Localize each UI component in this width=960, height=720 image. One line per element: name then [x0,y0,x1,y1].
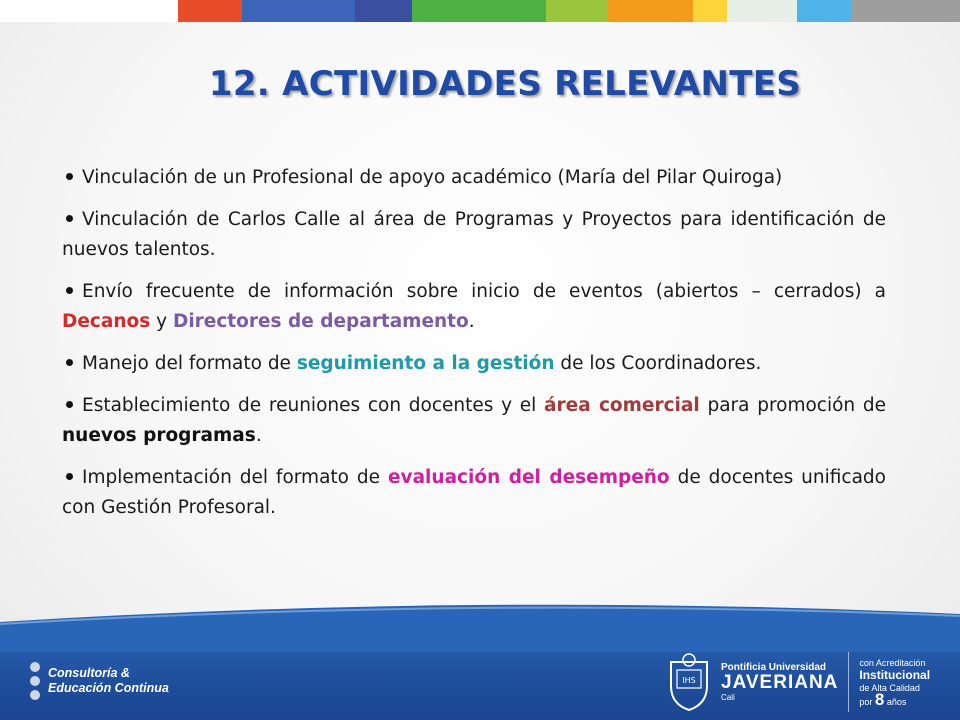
bullet-item [62,205,886,265]
bullet-item [62,349,886,379]
bullet-dot-icon [66,473,73,480]
bullet-text: Envío frecuente de información sobre inicio de eventos (abiertos – cerrados) a [82,281,886,302]
top-bar-segment [0,0,178,22]
bullet-dot-icon [66,173,73,180]
accreditation-years-number: 8 [874,689,885,709]
highlight-evaluacion: evaluación del desempeño [387,467,670,488]
bullet-item [62,277,886,337]
bullet-text: de docentes unificado con Gestión Profesoral. [62,467,886,518]
bullet-item [62,391,886,451]
footer-band [0,622,960,720]
bullet-dot-icon [66,215,73,222]
highlight-decanos: Decanos [62,311,151,332]
logo-dots-icon [30,662,40,700]
bullet-text: y [150,311,173,332]
top-bar-segment [608,0,693,22]
top-bar-segment [242,0,355,22]
top-bar-segment [546,0,608,22]
bullet-text: Vinculación de Carlos Calle al área de Programas y Proyectos para identificación de nuevos talentos. [62,209,886,260]
bullet-text: . [255,425,262,446]
bullet-text: Vinculación de un Profesional de apoyo académico (María del Pilar Quiroga) [82,167,783,188]
top-bar-segment [355,0,412,22]
accreditation-badge [859,657,930,708]
consultoria-logo-text [48,666,169,696]
bullet-dot-icon [66,359,73,366]
bullet-dot-icon [66,401,73,408]
bullet-text: Establecimiento de reuniones con docentes y el [82,395,545,416]
footer-wave-shape [0,592,960,652]
accreditation-line-1: con Acreditación [859,657,926,668]
accreditation-line-2: Institucional [859,667,931,682]
slide-title: 12. ACTIVIDADES RELEVANTES [208,64,802,104]
top-bar-segment [727,0,797,22]
logo-line-2: Educación Continua [48,681,169,695]
bullet-list [62,163,886,535]
top-bar-segment [178,0,242,22]
bullet-text: Manejo del formato de [82,353,297,374]
top-bar-segment [852,0,960,22]
bullet-dot-icon [66,287,73,294]
top-bar-segment [797,0,852,22]
top-bar-segment [412,0,546,22]
highlight-nuevos-programas: nuevos programas [62,425,256,446]
javeriana-crest-icon [665,652,713,712]
university-line-3: Cali [721,693,735,702]
bullet-text: de los Coordinadores. [554,353,762,374]
top-bar-segment [693,0,727,22]
bullet-text: Implementación del formato de [82,467,388,488]
university-line-2: JAVERIANA [721,672,839,693]
logo-line-1: Consultoría & [48,666,130,680]
highlight-directores: Directores de departamento [172,311,469,332]
highlight-seguimiento: seguimiento a la gestión [296,353,555,374]
consultoria-logo [30,662,169,700]
svg-text:IHS: IHS [682,676,696,685]
javeriana-logo [665,652,930,712]
bullet-item [62,463,886,523]
bullet-item [62,163,886,193]
bullet-text: para promoción de [699,395,886,416]
logo-divider [848,652,849,712]
highlight-area-comercial: área comercial [544,395,700,416]
bullet-text: . [468,311,475,332]
top-color-bar [0,0,960,22]
university-line-1: Pontificia Universidad [721,662,827,673]
accreditation-por: por [859,696,873,707]
accreditation-anos: años [886,696,907,707]
university-name [721,662,838,702]
accreditation-line-3: de Alta Calidad [859,682,920,693]
